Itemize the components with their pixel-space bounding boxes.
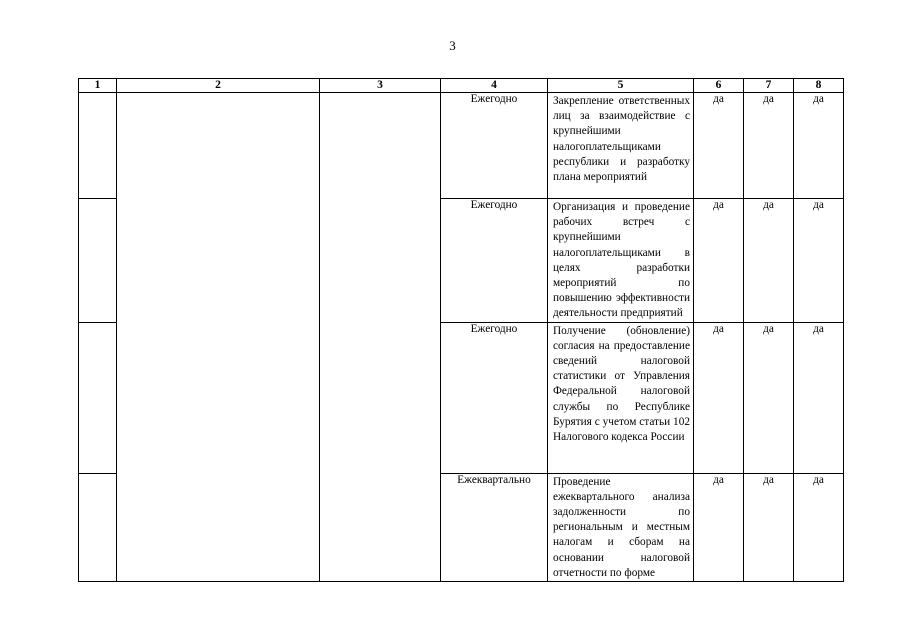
col7-cell: да (744, 93, 794, 199)
row-number-cell (79, 322, 117, 473)
col6-cell: да (694, 322, 744, 473)
header-col-3: 3 (320, 79, 441, 93)
header-col-4: 4 (441, 79, 548, 93)
col7-cell: да (744, 199, 794, 323)
col8-cell: да (794, 473, 844, 581)
header-col-7: 7 (744, 79, 794, 93)
row-number-cell (79, 473, 117, 581)
col7-cell: да (744, 322, 794, 473)
period-cell: Ежегодно (441, 199, 548, 323)
header-col-8: 8 (794, 79, 844, 93)
table-row (79, 93, 844, 199)
period-cell: Ежегодно (441, 93, 548, 199)
plan-table (78, 78, 844, 582)
measure-cell: Организация и проведение рабочих встреч с крупнейшими налогоплательщиками в целях разработки мероприятий по повышению эффективности деятельности предприятий (548, 199, 694, 323)
task-cell (117, 93, 320, 582)
col6-cell: да (694, 199, 744, 323)
page-number: 3 (449, 38, 456, 53)
row-number-cell (79, 93, 117, 199)
col8-cell: да (794, 93, 844, 199)
row-number-cell (79, 199, 117, 323)
col7-cell: да (744, 473, 794, 581)
measure-cell: Проведение ежеквартального анализа задолженности по региональным и местным налогам и сборам на основании налоговой отчетности по форме (548, 473, 694, 581)
header-col-5: 5 (548, 79, 694, 93)
header-row (79, 79, 844, 93)
col8-cell: да (794, 199, 844, 323)
header-col-2: 2 (117, 79, 320, 93)
col8-cell: да (794, 322, 844, 473)
period-cell: Ежеквартально (441, 473, 548, 581)
col6-cell: да (694, 473, 744, 581)
period-cell: Ежегодно (441, 322, 548, 473)
measure-cell: Получение (обновление) согласия на предоставление сведений налоговой статистики от Управления Федеральной налоговой службы по Республике Бурятия с учетом статьи 102 Налогового кодекса России (548, 322, 694, 473)
header-col-1: 1 (79, 79, 117, 93)
indicator-cell (320, 93, 441, 582)
header-col-6: 6 (694, 79, 744, 93)
measure-cell: Закрепление ответственных лиц за взаимодействие с крупнейшими налогоплательщиками республики и разработку плана мероприятий (548, 93, 694, 199)
col6-cell: да (694, 93, 744, 199)
